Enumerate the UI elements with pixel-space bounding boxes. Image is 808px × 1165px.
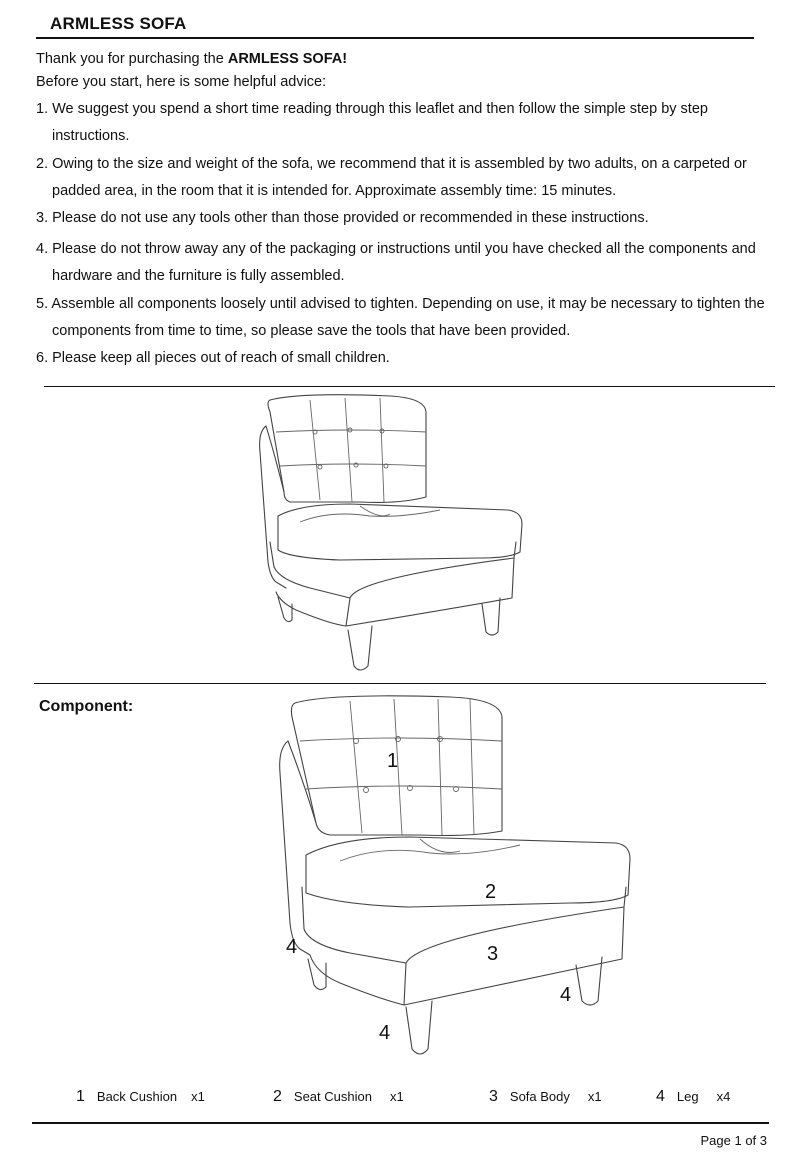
divider-middle <box>34 683 766 684</box>
legend-qty: x1 <box>191 1089 205 1104</box>
legend-name: Sofa Body <box>509 1089 570 1104</box>
instruction-2 <box>36 151 776 205</box>
callout-seat-cushion: 2 <box>485 881 497 903</box>
legend-name: Leg <box>676 1089 699 1104</box>
callout-sofa-body: 3 <box>487 943 499 965</box>
intro-thanks <box>36 51 347 67</box>
legend-number: 1 <box>76 1088 85 1105</box>
legend-qty: x1 <box>587 1089 602 1104</box>
instruction-text: Assemble all components loosely until advised to tighten. Depending on use, it may be necessary to tighten the <box>51 296 765 312</box>
instruction-number: 3. <box>36 210 49 226</box>
instruction-text: We suggest you spend a short time reading through this leaflet and then follow the simple step by step <box>52 101 708 117</box>
legend-item <box>489 1088 602 1106</box>
legend-item <box>656 1088 730 1106</box>
legend-number: 4 <box>656 1088 665 1105</box>
instruction-text: Please do not throw away any of the packaging or instructions until you have checked all the components and <box>52 241 756 257</box>
legend-name: Seat Cushion <box>293 1089 372 1104</box>
instruction-text: Owing to the size and weight of the sofa, we recommend that it is assembled by two adults, on a carpeted or <box>52 156 747 172</box>
instruction-5 <box>36 291 776 345</box>
instruction-text-cont: hardware and the furniture is fully assembled. <box>52 268 345 284</box>
instruction-3 <box>36 205 776 232</box>
instruction-number: 6. <box>36 350 49 366</box>
callout-leg-front: 4 <box>379 1022 391 1044</box>
legend-item <box>273 1088 404 1106</box>
callout-leg-left: 4 <box>286 936 298 958</box>
sofa-illustration <box>240 392 540 677</box>
legend-qty: x1 <box>389 1089 404 1104</box>
title-underline <box>36 37 754 39</box>
legend-number: 2 <box>273 1088 282 1105</box>
instruction-text-cont: components from time to time, so please save the tools that have been provided. <box>52 323 571 339</box>
legend-qty: x4 <box>716 1089 731 1104</box>
intro-product-name: ARMLESS SOFA! <box>227 51 348 67</box>
instruction-number: 5. <box>36 296 49 312</box>
callout-back-cushion: 1 <box>387 750 399 772</box>
instruction-number: 1. <box>36 101 49 117</box>
instruction-number: 4. <box>36 241 49 257</box>
instruction-text-cont: padded area, in the room that it is intended for. Approximate assembly time: 15 minutes. <box>52 183 617 199</box>
instruction-text-cont: instructions. <box>52 128 130 144</box>
intro-advice: Before you start, here is some helpful advice: <box>36 74 327 90</box>
instruction-text: Please do not use any tools other than those provided or recommended in these instructions. <box>52 210 649 226</box>
instruction-text: Please keep all pieces out of reach of small children. <box>52 350 390 366</box>
document-title: ARMLESS SOFA <box>50 14 187 33</box>
legend-item <box>76 1088 205 1106</box>
instruction-number: 2. <box>36 156 49 172</box>
divider-top <box>44 386 775 387</box>
legend-name: Back Cushion <box>96 1089 178 1104</box>
divider-bottom <box>32 1122 769 1124</box>
legend-number: 3 <box>489 1088 498 1105</box>
component-diagram <box>270 693 640 1063</box>
component-heading: Component: <box>39 698 134 715</box>
intro-thanks-prefix: Thank you for purchasing the <box>36 51 228 67</box>
callout-leg-right: 4 <box>560 984 572 1006</box>
instruction-1 <box>36 96 776 150</box>
instruction-6 <box>36 345 776 372</box>
instruction-4 <box>36 236 776 290</box>
page-number: Page 1 of 3 <box>700 1133 767 1148</box>
